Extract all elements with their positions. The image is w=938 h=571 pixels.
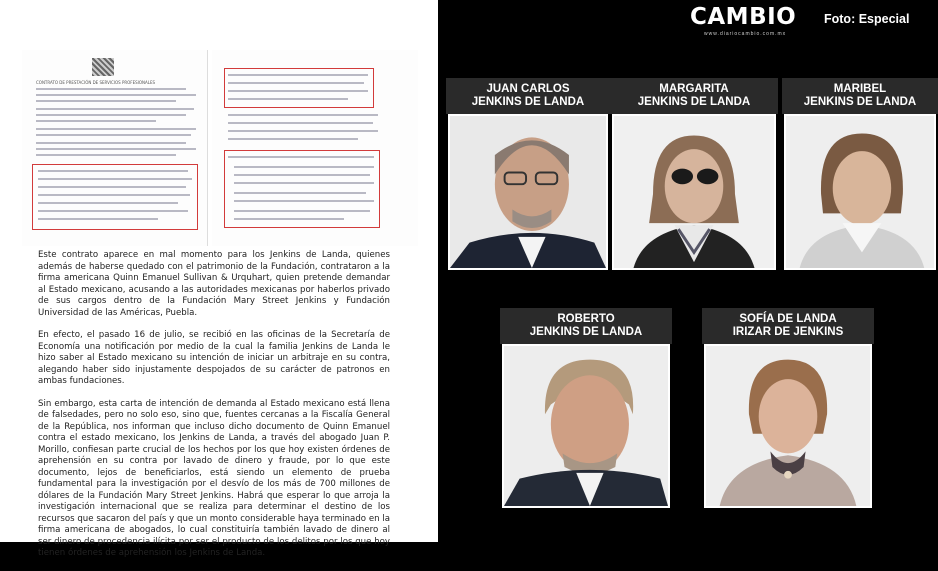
contract-page-left bbox=[22, 50, 208, 246]
article-body bbox=[38, 250, 390, 571]
document-panel bbox=[0, 0, 438, 558]
person-card-maribel bbox=[782, 78, 938, 270]
brand-url: www.diariocambio.com.mx bbox=[704, 31, 787, 37]
photo-collage bbox=[446, 0, 938, 542]
person-photo bbox=[784, 114, 936, 270]
person-card-sofia bbox=[702, 308, 874, 508]
contract-scan bbox=[22, 50, 418, 246]
contract-title: CONTRATO DE PRESTACIÓN DE SERVICIOS PROFESIONALES bbox=[36, 80, 156, 85]
contract-logo bbox=[92, 58, 114, 76]
person-name-label: JUAN CARLOS JENKINS DE LANDA bbox=[446, 78, 610, 114]
article-paragraph: Este contrato aparece en mal momento para los Jenkins de Landa, quienes además de haberse quedado con el patrimonio de la Fundación, contrataron a la firma americana Quinn Emanuel Sullivan & Urquhart, quien pretende demandar al Estado mexicano, acusando a las autoridades mexicanas por haberlos privado de sus cargos dentro de la Fundación Mary Street Jenkins y Fundación Universidad de las Américas, Puebla. bbox=[38, 250, 390, 318]
person-name-label: MARGARITA JENKINS DE LANDA bbox=[610, 78, 778, 114]
article-paragraph: En efecto, el pasado 16 de julio, se recibió en las oficinas de la Secretaría de Economía una notificación por medio de la cual la familia Jenkins de Landa le hizo saber al Estado mexicano su intención de iniciar un arbitraje en su contra, alegando haber sido injustamente despojados de su carácter de patronos en ambas fundaciones. bbox=[38, 330, 390, 386]
contract-page-right bbox=[212, 50, 418, 246]
photo-credit: Foto: Especial bbox=[824, 12, 910, 26]
person-card-juan-carlos bbox=[446, 78, 610, 270]
person-photo bbox=[612, 114, 776, 270]
cambio-logo: CAMBIO bbox=[690, 4, 797, 30]
highlight-box bbox=[32, 164, 198, 230]
article-paragraph: Sin embargo, esta carta de intención de demanda al Estado mexicano está llena de falsedades, pero no solo eso, sino que, fuentes cercanas a la Fiscalía General de la República, nos informan que incluso dicho documento de Quinn Emanuel contra el estado mexicano, los Jenkins de Landa, a través del abogado Juan P. Morillo, confiesan parte crucial de los hechos por los que hoy existen órdenes de aprehensión en su contra por lavado de dinero y fraude, por lo que este documento, lejos de beneficiarlos, está siendo un elemento de prueba fundamental para la investigación por el desvío de los más de 700 millones de dólares de la Fundación Mary Street Jenkins. Habrá que esperar lo que arroja la investigación internacional que se realiza para determinar el destino de los recursos que sacaron del país y que un monto considerable haya terminado en la firma americana de abogados, lo cual constituiría también lavado de dinero al ser dinero de procedencia ilícita por ser el producto de los delitos por los que hoy tienen órdenes de aprehensión los Jenkins de Landa. bbox=[38, 398, 390, 558]
person-photo bbox=[448, 114, 608, 270]
person-card-roberto bbox=[500, 308, 672, 508]
person-photo bbox=[704, 344, 872, 508]
person-photo bbox=[502, 344, 670, 508]
person-card-margarita bbox=[610, 78, 778, 270]
person-name-label: ROBERTO JENKINS DE LANDA bbox=[500, 308, 672, 344]
highlight-box bbox=[224, 150, 380, 228]
person-name-label: SOFÍA DE LANDA IRIZAR DE JENKINS bbox=[702, 308, 874, 344]
person-name-label: MARIBEL JENKINS DE LANDA bbox=[782, 78, 938, 114]
